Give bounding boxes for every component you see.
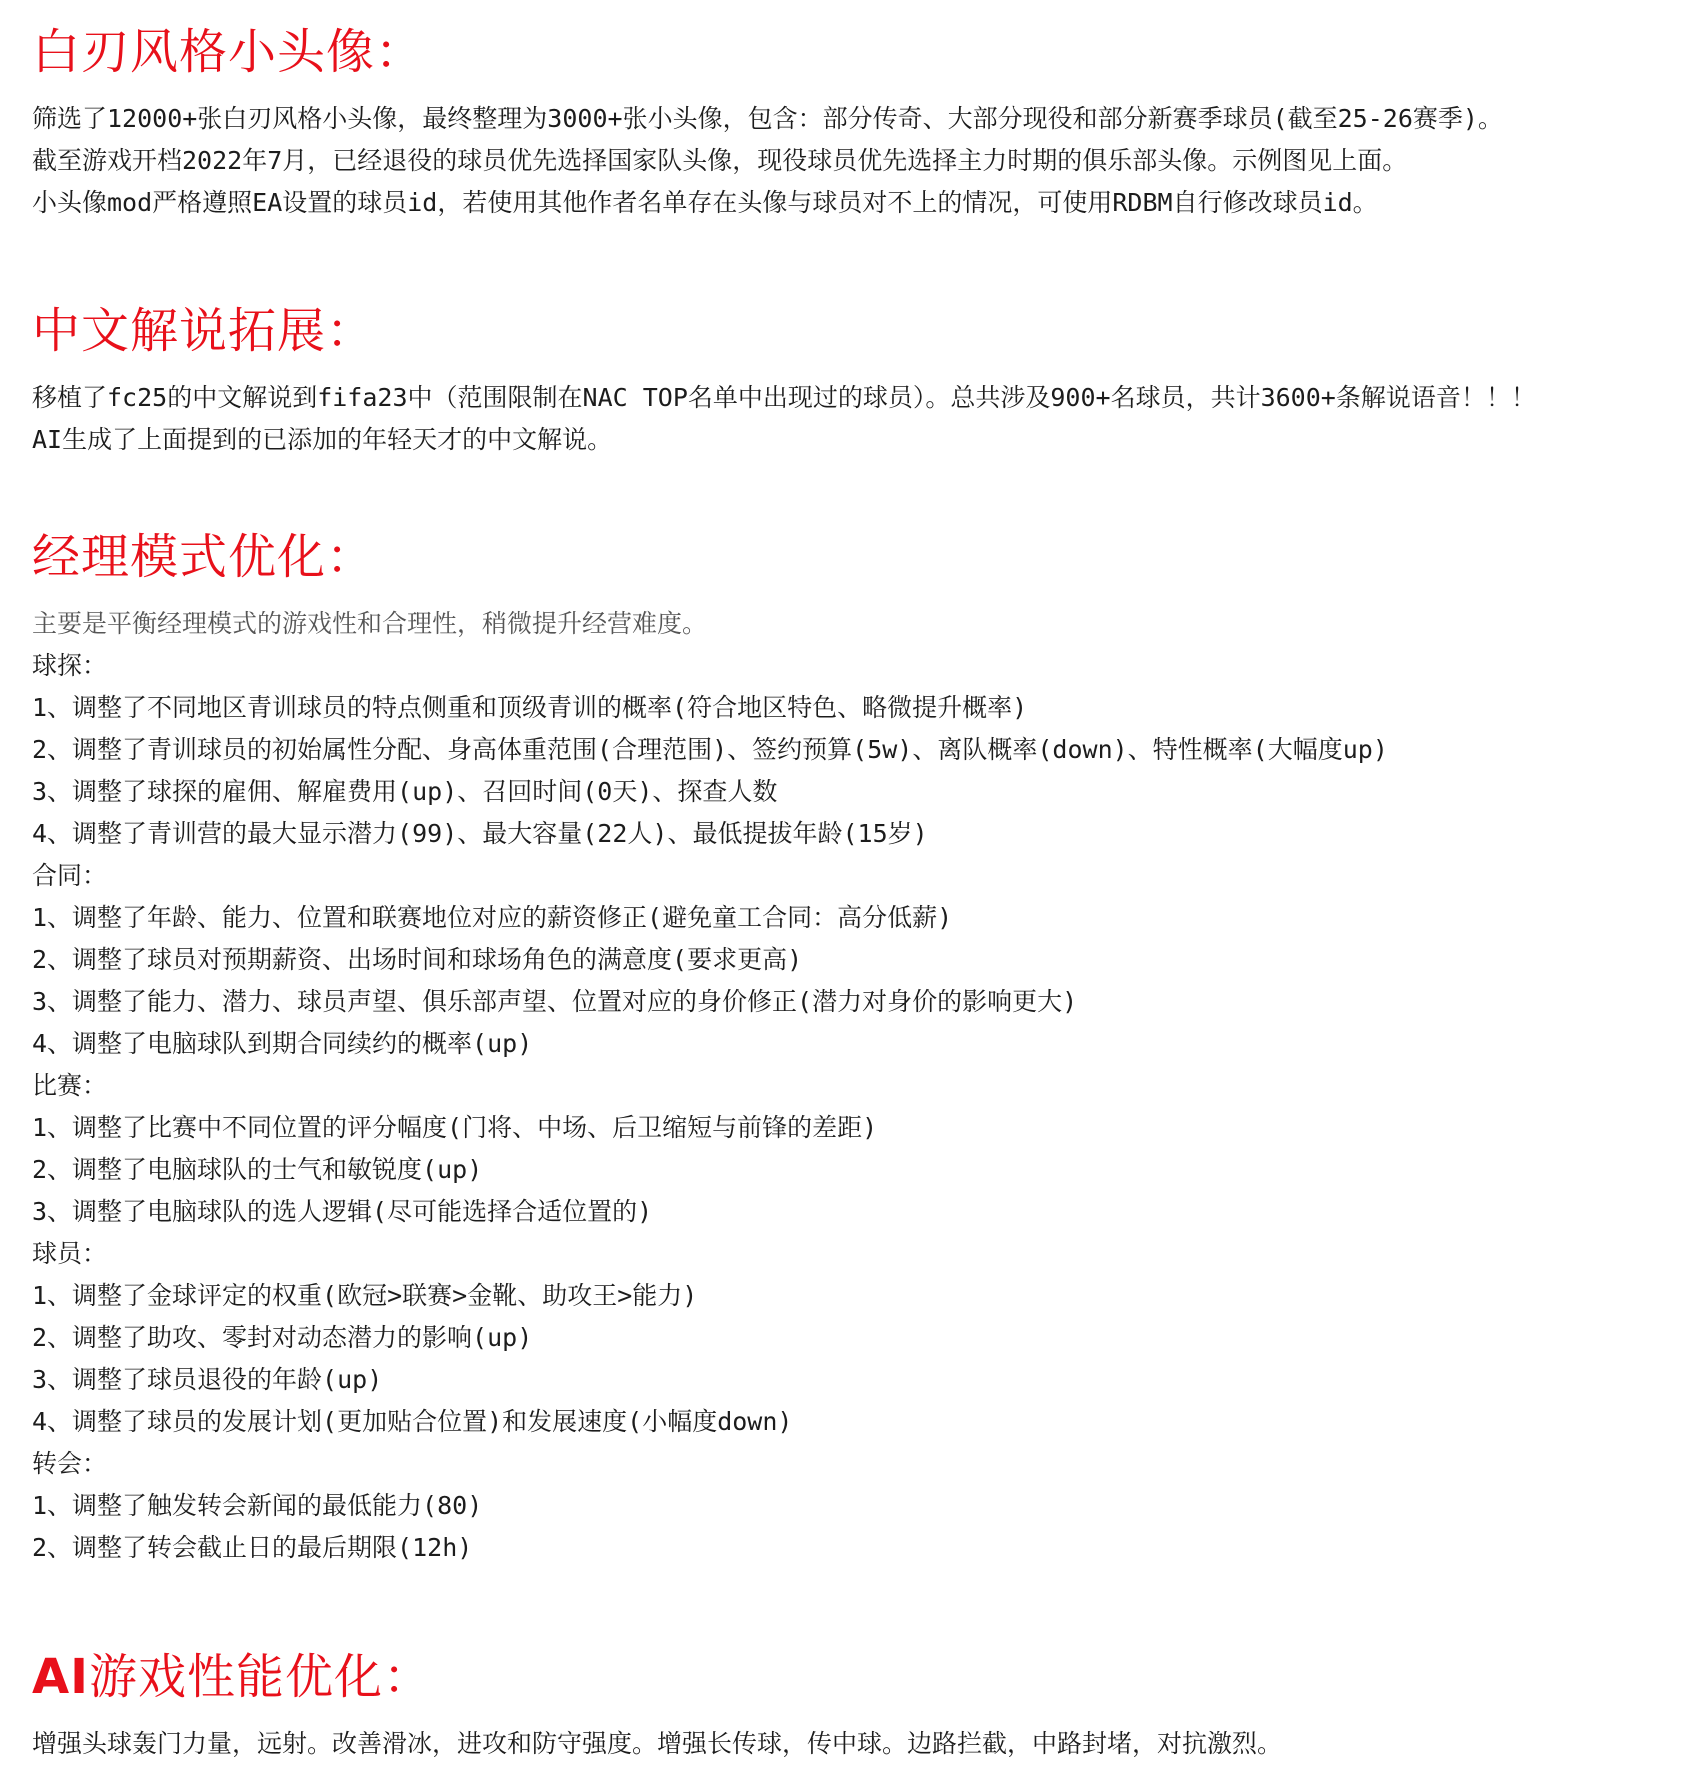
heading-prefix: AI: [32, 1649, 90, 1705]
subheading-transfer: 转会：: [32, 1449, 108, 1478]
section-body: [32, 377, 1670, 461]
section-heading: 经理模式优化：: [32, 529, 376, 585]
list-item: 1、调整了触发转会新闻的最低能力(80): [32, 1491, 483, 1520]
list-item: 1、调整了金球评定的权重(欧冠>联赛>金靴、助攻王>能力): [32, 1281, 698, 1310]
list-item: 2、调整了电脑球队的士气和敏锐度(up): [32, 1155, 483, 1184]
list-item: 2、调整了青训球员的初始属性分配、身高体重范围(合理范围)、签约预算(5w)、离队概率(down)、特性概率(大幅度up): [32, 735, 1388, 764]
subheading-match: 比赛：: [32, 1071, 108, 1100]
list-item: 3、调整了电脑球队的选人逻辑(尽可能选择合适位置的): [32, 1197, 653, 1226]
section-commentary: [32, 297, 1670, 461]
section-ai-gameplay: [32, 1643, 1670, 1765]
list-item: 2、调整了球员对预期薪资、出场时间和球场角色的满意度(要求更高): [32, 945, 803, 974]
list-item: 2、调整了助攻、零封对动态潜力的影响(up): [32, 1323, 533, 1352]
list-item: 2、调整了转会截止日的最后期限(12h): [32, 1533, 473, 1562]
section-intro: 主要是平衡经理模式的游戏性和合理性，稍微提升经营难度。: [32, 609, 708, 638]
heading-text: 游戏性能优化：: [89, 1649, 433, 1705]
list-item: 4、调整了青训营的最大显示潜力(99)、最大容量(22人)、最低提拔年龄(15岁): [32, 819, 928, 848]
text-line: 小头像mod严格遵照EA设置的球员id，若使用其他作者名单存在头像与球员对不上的情况，可使用RDBM自行修改球员id。: [32, 188, 1378, 217]
list-item: 1、调整了年龄、能力、位置和联赛地位对应的薪资修正(避免童工合同：高分低薪): [32, 903, 953, 932]
list-item: 3、调整了能力、潜力、球员声望、俱乐部声望、位置对应的身价修正(潜力对身价的影响更大): [32, 987, 1078, 1016]
text-line: 移植了fc25的中文解说到fifa23中（范围限制在NAC TOP名单中出现过的球员）。总共涉及900+名球员，共计3600+条解说语音！！！: [32, 383, 1536, 412]
list-item: 3、调整了球员退役的年龄(up): [32, 1365, 383, 1394]
subheading-scout: 球探：: [32, 651, 108, 680]
text-line: 截至游戏开档2022年7月，已经退役的球员优先选择国家队头像，现役球员优先选择主力时期的俱乐部头像。示例图见上面。: [32, 146, 1408, 175]
text-line: 筛选了12000+张白刃风格小头像，最终整理为3000+张小头像，包含：部分传奇、大部分现役和部分新赛季球员(截至25-26赛季)。: [32, 104, 1503, 133]
list-item: 4、调整了电脑球队到期合同续约的概率(up): [32, 1029, 533, 1058]
list-item: 1、调整了比赛中不同位置的评分幅度(门将、中场、后卫缩短与前锋的差距): [32, 1113, 878, 1142]
section-heading: 白刃风格小头像：: [32, 24, 425, 80]
list-item: 1、调整了不同地区青训球员的特点侧重和顶级青训的概率(符合地区特色、略微提升概率): [32, 693, 1028, 722]
section-avatars: [32, 18, 1670, 224]
section-body: [32, 98, 1670, 224]
section-body: [32, 603, 1670, 1569]
section-heading: 中文解说拓展：: [32, 303, 376, 359]
subheading-player: 球员：: [32, 1239, 108, 1268]
section-career-mode: [32, 523, 1670, 1569]
list-item: 4、调整了球员的发展计划(更加贴合位置)和发展速度(小幅度down): [32, 1407, 793, 1436]
subheading-contract: 合同：: [32, 861, 108, 890]
section-heading: [32, 1643, 1670, 1711]
section-body: [32, 1723, 1670, 1765]
list-item: 3、调整了球探的雇佣、解雇费用(up)、召回时间(0天)、探查人数: [32, 777, 778, 806]
text-line: AI生成了上面提到的已添加的年轻天才的中文解说。: [32, 425, 613, 454]
text-line: 增强头球轰门力量，远射。改善滑冰，进攻和防守强度。增强长传球，传中球。边路拦截，中路封堵，对抗激烈。: [32, 1729, 1283, 1758]
